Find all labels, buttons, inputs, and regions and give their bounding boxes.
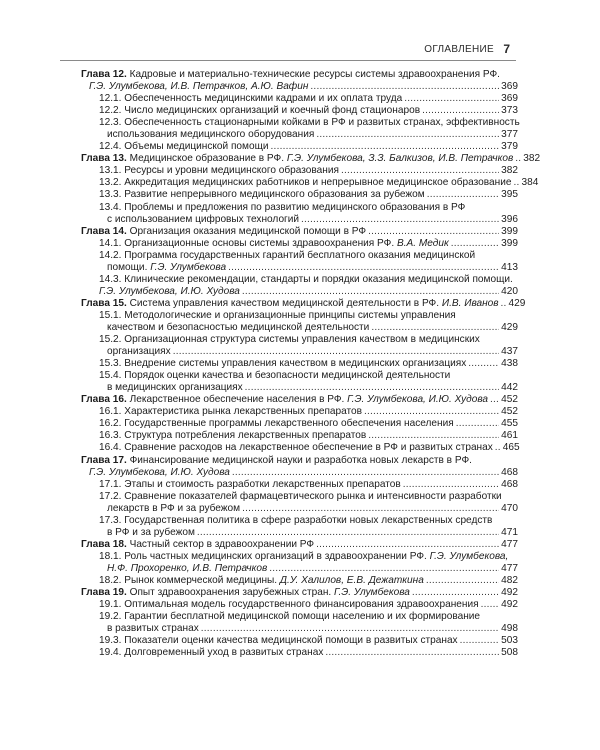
toc-entry-text xyxy=(107,129,314,141)
toc-line xyxy=(99,274,518,286)
toc-entry-text xyxy=(107,563,267,575)
toc-authors: Г.Э. Улумбекова, И.Ю. Худова xyxy=(89,466,230,478)
toc-entry-text xyxy=(99,635,458,647)
toc-authors: Г.Э. Улумбекова, И.Ю. Худова xyxy=(347,394,489,406)
toc-line xyxy=(99,346,518,358)
toc-page-number: 382 xyxy=(501,165,518,177)
toc-page-number: 369 xyxy=(501,93,518,105)
page-number: 7 xyxy=(503,42,510,56)
toc-entry-text xyxy=(107,503,240,515)
dot-leader xyxy=(515,153,521,165)
toc-page-number: 373 xyxy=(501,105,518,117)
toc-line xyxy=(81,297,526,310)
dot-leader xyxy=(197,527,499,539)
toc-line xyxy=(99,334,518,346)
toc-page-number: 468 xyxy=(501,478,518,490)
toc-section-entry[interactable] xyxy=(81,117,518,141)
toc-title: 17.1. Этапы и стоимость разработки лекарственных препаратов xyxy=(99,478,401,490)
toc-title: 18.2. Рынок коммерческой медицины. xyxy=(99,574,280,586)
toc-line xyxy=(99,177,539,189)
toc-title: лекарств в РФ и за рубежом xyxy=(107,502,241,514)
toc-section-entry[interactable] xyxy=(81,274,518,298)
toc-title: 14.1. Организационные основы системы здравоохранения РФ. xyxy=(99,237,397,249)
toc-title: 17.2. Сравнение показателей фармацевтического рынка и интенсивности разработки xyxy=(99,490,502,502)
toc-line xyxy=(99,358,518,370)
dot-leader xyxy=(368,226,499,238)
toc-line xyxy=(99,262,518,274)
toc-entry-text xyxy=(99,310,456,322)
toc-line xyxy=(99,442,518,454)
toc-line xyxy=(99,418,518,430)
toc-section-entry[interactable] xyxy=(81,479,518,491)
toc-title: 17.3. Государственная политика в сфере разработки новых лекарственных средств xyxy=(99,514,493,526)
toc-page-number: 379 xyxy=(501,141,518,153)
toc-line xyxy=(99,635,518,647)
toc-page-number: 482 xyxy=(501,574,518,586)
toc-line xyxy=(81,81,518,93)
toc-title: качеством и безопасностью медицинской деятельности xyxy=(107,321,370,333)
toc-entry-text xyxy=(99,274,513,286)
toc-entry-text xyxy=(99,599,479,611)
toc-line xyxy=(99,647,518,659)
dot-leader xyxy=(325,647,499,659)
toc-line xyxy=(99,370,518,382)
toc-chapter-entry[interactable] xyxy=(81,226,518,238)
toc-page-number: 503 xyxy=(501,635,518,647)
toc-line xyxy=(99,250,518,262)
toc-line xyxy=(99,491,518,503)
toc-line xyxy=(81,539,518,551)
dot-leader xyxy=(501,298,507,310)
dot-leader xyxy=(245,382,499,394)
toc-line xyxy=(99,479,518,491)
toc-entry-text xyxy=(81,539,314,551)
toc-authors: Н.Ф. Прохоренко, И.В. Петрачков xyxy=(107,562,268,574)
dot-leader xyxy=(422,105,499,117)
toc-entry-text xyxy=(81,153,513,165)
toc-entry-text xyxy=(107,623,199,635)
toc-section-entry[interactable] xyxy=(81,575,518,587)
header-rule xyxy=(60,60,516,61)
toc-title: 13.4. Проблемы и предложения по развитию медицинского образования в РФ xyxy=(99,201,466,213)
toc-entry-text xyxy=(107,322,369,334)
toc-entry-text xyxy=(89,81,308,93)
toc-authors: Г.Э. Улумбекова xyxy=(150,261,227,273)
toc-title: в РФ и за рубежом xyxy=(107,526,195,538)
toc-authors: Г.Э. Улумбекова, И.Ю. Худова xyxy=(99,285,240,297)
toc-page-number: 377 xyxy=(501,129,518,141)
toc-page-number: 470 xyxy=(501,502,518,514)
toc-page-number: 492 xyxy=(501,587,518,599)
toc-entry-text xyxy=(99,141,269,153)
toc-title: 16.4. Сравнение расходов на лекарственное обеспечение в РФ и развитых странах xyxy=(99,442,493,454)
toc-line xyxy=(81,69,518,81)
toc-title: 16.1. Характеристика рынка лекарственных препаратов xyxy=(99,406,363,418)
toc-line xyxy=(81,153,541,165)
dot-leader xyxy=(412,587,499,599)
toc-section-entry[interactable] xyxy=(81,370,518,394)
toc-line xyxy=(99,141,518,153)
toc-page-number: 461 xyxy=(501,430,518,442)
dot-leader xyxy=(490,394,499,406)
toc-line xyxy=(99,117,518,129)
dot-leader xyxy=(404,93,499,105)
toc-entry-text xyxy=(81,69,500,81)
toc-line xyxy=(99,105,518,117)
toc-entry-text xyxy=(99,442,493,454)
toc-title: 12.2. Число медицинских организаций и коечный фонд стационаров xyxy=(99,105,421,117)
toc-title: 18.1. Роль частных медицинских организаций в здравоохранении РФ. xyxy=(99,550,430,562)
toc-page-number: 395 xyxy=(501,189,518,201)
toc-entry-text xyxy=(99,491,502,503)
dot-leader xyxy=(316,539,499,551)
toc-title: в развитых странах xyxy=(107,623,199,635)
toc-entry-text xyxy=(99,334,480,346)
toc-title: 19.2. Гарантии бесплатной медицинской помощи населению и их формирование xyxy=(99,611,481,623)
toc-authors: Г.Э. Улумбекова, xyxy=(429,550,509,562)
dot-leader xyxy=(242,286,499,298)
dot-leader xyxy=(451,238,499,250)
toc-authors: Д.У. Халилов, Е.В. Дежаткина xyxy=(279,574,424,586)
toc-entry-text xyxy=(99,286,240,298)
toc-line xyxy=(99,382,518,394)
toc-entry-text xyxy=(89,467,230,479)
toc-entry-text xyxy=(99,105,420,117)
chapter-label: Глава 16. xyxy=(81,394,127,406)
toc-line xyxy=(99,623,518,635)
chapter-label: Глава 18. xyxy=(81,538,127,550)
toc-section-entry[interactable] xyxy=(81,250,518,274)
chapter-label: Глава 14. xyxy=(81,225,127,237)
toc-section-entry[interactable] xyxy=(81,599,518,611)
toc-page-number: 498 xyxy=(501,623,518,635)
toc-page-number: 396 xyxy=(501,213,518,225)
toc-chapter-entry[interactable] xyxy=(81,455,518,479)
toc-page-number: 369 xyxy=(501,81,518,93)
toc-line xyxy=(99,214,518,226)
toc-line xyxy=(99,165,518,177)
toc-entry-text xyxy=(81,394,488,406)
toc-line xyxy=(99,189,518,201)
table-of-contents xyxy=(81,69,541,659)
toc-page-number: 438 xyxy=(501,358,518,370)
toc-title: 14.2. Программа государственных гарантий бесплатного оказания медицинской xyxy=(99,249,476,261)
toc-section-entry[interactable] xyxy=(81,430,518,442)
toc-title: 16.3. Структура потребления лекарственных препаратов xyxy=(99,430,367,442)
toc-page-number: 492 xyxy=(501,599,518,611)
toc-chapter-entry[interactable] xyxy=(81,153,541,165)
toc-entry-text xyxy=(107,214,299,226)
toc-entry-text xyxy=(81,226,366,238)
toc-page-number: 437 xyxy=(501,346,518,358)
toc-line xyxy=(81,394,518,406)
dot-leader xyxy=(426,575,499,587)
toc-entry-text xyxy=(81,455,472,467)
dot-leader xyxy=(310,81,499,93)
dot-leader xyxy=(481,599,500,611)
toc-line xyxy=(99,527,518,539)
dot-leader xyxy=(513,177,519,189)
toc-page-number: 477 xyxy=(501,562,518,574)
toc-page-number: 471 xyxy=(501,526,518,538)
toc-line xyxy=(81,455,518,467)
toc-section-entry[interactable] xyxy=(81,515,518,539)
toc-entry-text xyxy=(107,262,226,274)
dot-leader xyxy=(271,141,500,153)
toc-section-entry[interactable] xyxy=(81,647,518,659)
toc-section-entry[interactable] xyxy=(81,177,539,189)
toc-line xyxy=(99,238,518,250)
toc-title: 15.2. Организационная структура системы управления качеством в медицинских xyxy=(99,334,480,346)
chapter-label: Глава 19. xyxy=(81,587,127,599)
dot-leader xyxy=(201,623,499,635)
toc-title: Финансирование медицинской науки и разработка новых лекарств в РФ. xyxy=(129,454,472,466)
toc-line xyxy=(99,563,518,575)
toc-page-number: 455 xyxy=(501,418,518,430)
toc-entry-text xyxy=(81,587,410,599)
toc-title: 13.1. Ресурсы и уровни медицинского образования xyxy=(99,165,339,177)
toc-entry-text xyxy=(107,382,243,394)
toc-entry-text xyxy=(107,527,195,539)
toc-section-entry[interactable] xyxy=(81,105,518,117)
toc-chapter-entry[interactable] xyxy=(81,587,518,599)
toc-title: Кадровые и материально-технические ресурсы системы здравоохранения РФ. xyxy=(129,69,500,80)
chapter-label: Глава 17. xyxy=(81,454,127,466)
toc-line xyxy=(99,129,518,141)
toc-chapter-entry[interactable] xyxy=(81,297,526,310)
toc-page-number: 382 xyxy=(523,153,541,165)
toc-line xyxy=(99,515,518,527)
toc-page-number: 399 xyxy=(501,225,518,237)
toc-title: организациях xyxy=(107,346,171,358)
toc-entry-text xyxy=(99,93,402,105)
dot-leader xyxy=(460,635,500,647)
toc-line xyxy=(99,406,518,418)
toc-section-entry[interactable] xyxy=(81,418,518,430)
toc-title: помощи. xyxy=(107,261,151,273)
toc-entry-text xyxy=(99,479,401,491)
toc-line xyxy=(81,467,518,479)
toc-section-entry[interactable] xyxy=(81,611,518,635)
toc-page-number: 413 xyxy=(501,261,518,273)
dot-leader xyxy=(468,358,499,370)
toc-page-number: 429 xyxy=(508,297,526,309)
dot-leader xyxy=(173,346,499,358)
toc-section-entry[interactable] xyxy=(81,202,518,226)
toc-page-number: 465 xyxy=(502,442,520,454)
dot-leader xyxy=(368,430,499,442)
toc-entry-text xyxy=(107,346,171,358)
toc-title: 15.3. Внедрение системы управления качеством в медицинских организациях xyxy=(99,358,467,370)
dot-leader xyxy=(242,503,499,515)
toc-title: 12.1. Обеспеченность медицинскими кадрами и их оплата труда xyxy=(99,93,403,105)
toc-page-number: 420 xyxy=(501,285,518,297)
toc-section-entry[interactable] xyxy=(81,358,518,370)
toc-section-entry[interactable] xyxy=(81,491,518,515)
dot-leader xyxy=(456,418,499,430)
toc-page-number: 429 xyxy=(501,321,518,333)
toc-section-entry[interactable] xyxy=(81,442,518,454)
toc-title: в медицинских организациях xyxy=(107,382,243,394)
toc-page-number: 399 xyxy=(501,237,518,249)
toc-page-number: 468 xyxy=(501,466,518,478)
toc-section-entry[interactable] xyxy=(81,406,518,418)
dot-leader xyxy=(228,262,499,274)
toc-title: Частный сектор в здравоохранении РФ xyxy=(129,538,315,550)
toc-entry-text xyxy=(99,238,449,250)
toc-entry-text xyxy=(99,611,480,623)
toc-title: 15.1. Методологические и организационные принципы системы управления xyxy=(99,309,456,321)
toc-entry-text xyxy=(99,575,424,587)
toc-title: 12.4. Объемы медицинской помощи xyxy=(99,141,269,153)
toc-entry-text xyxy=(99,418,454,430)
dot-leader xyxy=(427,189,499,201)
toc-title: Опыт здравоохранения зарубежных стран. xyxy=(129,587,335,599)
toc-title: Лекарственное обеспечение населения в РФ. xyxy=(129,394,348,406)
toc-page-number: 442 xyxy=(501,382,518,394)
toc-entry-text xyxy=(99,165,339,177)
toc-title: 14.3. Клинические рекомендации, стандарты и порядки оказания медицинской помощи. xyxy=(99,273,513,285)
toc-title: 19.3. Показатели оценки качества медицинской помощи в развитых странах xyxy=(99,635,458,647)
running-header-title: ОГЛАВЛЕНИЕ xyxy=(424,44,494,55)
toc-title: использования медицинского оборудования xyxy=(107,129,315,141)
toc-line xyxy=(99,202,518,214)
toc-page-number: 477 xyxy=(501,538,518,550)
toc-line xyxy=(99,430,518,442)
toc-section-entry[interactable] xyxy=(81,635,518,647)
toc-entry-text xyxy=(99,430,366,442)
toc-section-entry[interactable] xyxy=(81,551,518,575)
toc-title: 19.4. Долговременный уход в развитых странах xyxy=(99,647,324,659)
toc-section-entry[interactable] xyxy=(81,141,518,153)
dot-leader xyxy=(341,165,499,177)
dot-leader xyxy=(371,322,499,334)
toc-title: 13.3. Развитие непрерывного медицинского образования за рубежом xyxy=(99,189,425,201)
toc-section-entry[interactable] xyxy=(81,189,518,201)
toc-authors: В.А. Медик xyxy=(396,237,449,249)
toc-title: 19.1. Оптимальная модель государственного финансирования здравоохранения xyxy=(99,599,479,611)
toc-line xyxy=(99,551,518,563)
toc-title: Организация оказания медицинской помощи в РФ xyxy=(129,225,367,237)
toc-line xyxy=(99,322,518,334)
toc-entry-text xyxy=(99,551,508,563)
toc-authors: И.В. Иванов xyxy=(441,297,499,309)
toc-entry-text xyxy=(99,406,362,418)
toc-entry-text xyxy=(81,298,499,310)
toc-title: Медицинское образование в РФ. xyxy=(129,153,287,165)
toc-line xyxy=(99,575,518,587)
running-header xyxy=(60,38,516,60)
toc-entry-text xyxy=(99,117,520,129)
toc-page-number: 508 xyxy=(501,647,518,659)
toc-title: 13.2. Аккредитация медицинских работников и непрерывное медицинское образование xyxy=(99,177,512,189)
dot-leader xyxy=(403,479,499,491)
toc-page-number: 384 xyxy=(521,177,539,189)
toc-entry-text xyxy=(99,647,323,659)
toc-line xyxy=(81,226,518,238)
toc-authors: Г.Э. Улумбекова, З.З. Балкизов, И.В. Петрачков xyxy=(286,153,514,165)
toc-chapter-entry[interactable] xyxy=(81,69,518,93)
dot-leader xyxy=(364,406,499,418)
dot-leader xyxy=(269,563,499,575)
toc-line xyxy=(99,310,518,322)
dot-leader xyxy=(301,214,499,226)
toc-section-entry[interactable] xyxy=(81,238,518,250)
toc-entry-text xyxy=(99,189,425,201)
toc-line xyxy=(99,611,518,623)
toc-line xyxy=(99,503,518,515)
toc-title: с использованием цифровых технологий xyxy=(107,213,300,225)
toc-line xyxy=(81,587,518,599)
toc-chapter-entry[interactable] xyxy=(81,394,518,406)
toc-entry-text xyxy=(99,250,475,262)
toc-entry-text xyxy=(99,177,511,189)
toc-line xyxy=(99,93,518,105)
dot-leader xyxy=(316,129,499,141)
toc-entry-text xyxy=(99,358,466,370)
toc-entry-text xyxy=(99,515,492,527)
toc-page-number: 452 xyxy=(501,406,518,418)
toc-page-number: 452 xyxy=(501,394,518,406)
toc-line xyxy=(99,286,518,298)
toc-section-entry[interactable] xyxy=(81,334,518,358)
toc-section-entry[interactable] xyxy=(81,93,518,105)
toc-authors: Г.Э. Улумбекова, И.В. Петрачков, А.Ю. Вафин xyxy=(89,81,309,93)
toc-entry-text xyxy=(99,370,450,382)
chapter-label: Глава 13. xyxy=(81,153,127,165)
dot-leader xyxy=(495,442,501,454)
chapter-label: Глава 15. xyxy=(81,297,127,309)
toc-title: 16.2. Государственные программы лекарственного обеспечения населения xyxy=(99,418,454,430)
toc-title: Система управления качеством медицинской деятельности в РФ. xyxy=(129,297,442,309)
toc-authors: Г.Э. Улумбекова xyxy=(334,587,410,599)
toc-section-entry[interactable] xyxy=(81,310,518,334)
toc-chapter-entry[interactable] xyxy=(81,539,518,551)
toc-entry-text xyxy=(99,202,465,214)
chapter-label: Глава 12. xyxy=(81,69,127,80)
toc-title: 15.4. Порядок оценки качества и безопасности медицинской деятельности xyxy=(99,370,451,382)
toc-section-entry[interactable] xyxy=(81,165,518,177)
toc-line xyxy=(99,599,518,611)
toc-title: 12.3. Обеспеченность стационарными койками в РФ и развитых странах, эффективность xyxy=(99,117,520,129)
dot-leader xyxy=(232,467,499,479)
